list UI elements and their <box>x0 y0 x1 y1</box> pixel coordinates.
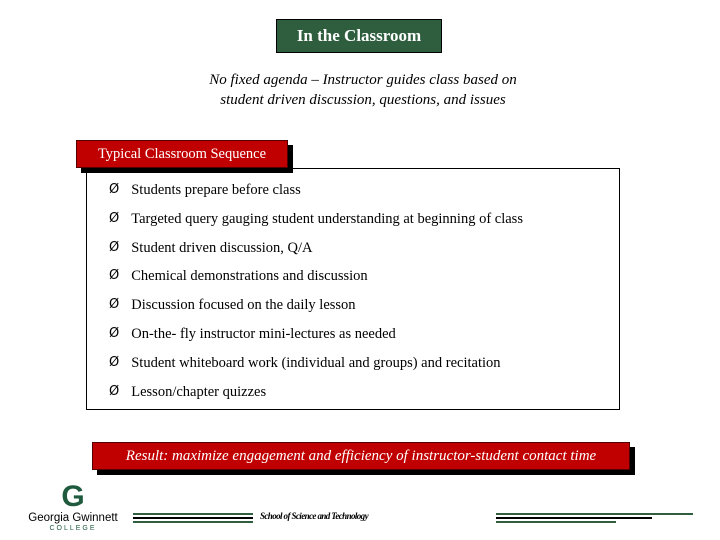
slide-title: In the Classroom <box>276 19 442 53</box>
footer-divider <box>496 521 616 523</box>
list-item <box>109 355 501 372</box>
footer-divider <box>496 513 693 515</box>
item-text: Chemical demonstrations and discussion <box>131 268 368 284</box>
sequence-label: Typical Classroom Sequence <box>76 140 288 168</box>
bullet-arrow-icon: Ø <box>109 384 120 399</box>
bullet-arrow-icon: Ø <box>109 297 120 312</box>
item-text: Discussion focused on the daily lesson <box>131 297 356 313</box>
item-text: Lesson/chapter quizzes <box>131 384 267 400</box>
footer-divider <box>496 517 652 519</box>
bullet-arrow-icon: Ø <box>109 240 120 255</box>
list-item <box>109 384 266 401</box>
footer-divider <box>133 517 253 519</box>
bullet-arrow-icon: Ø <box>109 182 120 197</box>
result-banner: Result: maximize engagement and efficiency of instructor-student contact time <box>92 442 630 470</box>
bullet-arrow-icon: Ø <box>109 326 120 341</box>
college-logo <box>25 482 121 532</box>
item-text: Student driven discussion, Q/A <box>131 240 313 256</box>
list-item <box>109 297 356 314</box>
school-name: School of Science and Technology <box>260 511 368 521</box>
bullet-arrow-icon: Ø <box>109 268 120 283</box>
subtitle-line-2: student driven discussion, questions, and issues <box>220 92 506 108</box>
list-item <box>109 326 396 343</box>
list-item <box>109 268 368 285</box>
item-text: Student whiteboard work (individual and groups) and recitation <box>131 355 501 371</box>
item-text: On-the- fly instructor mini-lectures as needed <box>131 326 396 342</box>
bullet-arrow-icon: Ø <box>109 355 120 370</box>
item-text: Targeted query gauging student understanding at beginning of class <box>131 211 523 227</box>
sequence-list <box>86 168 620 410</box>
list-item <box>109 182 301 199</box>
subtitle-line-1: No fixed agenda – Instructor guides class based on <box>209 72 517 88</box>
logo-g-icon: G <box>61 480 85 513</box>
logo-sub: COLLEGE <box>49 525 97 532</box>
bullet-arrow-icon: Ø <box>109 211 120 226</box>
logo-name: Georgia Gwinnett <box>28 512 118 524</box>
item-text: Students prepare before class <box>131 182 301 198</box>
footer-divider <box>133 513 253 515</box>
list-item <box>109 240 312 257</box>
footer-divider <box>133 521 253 523</box>
list-item <box>109 211 523 228</box>
